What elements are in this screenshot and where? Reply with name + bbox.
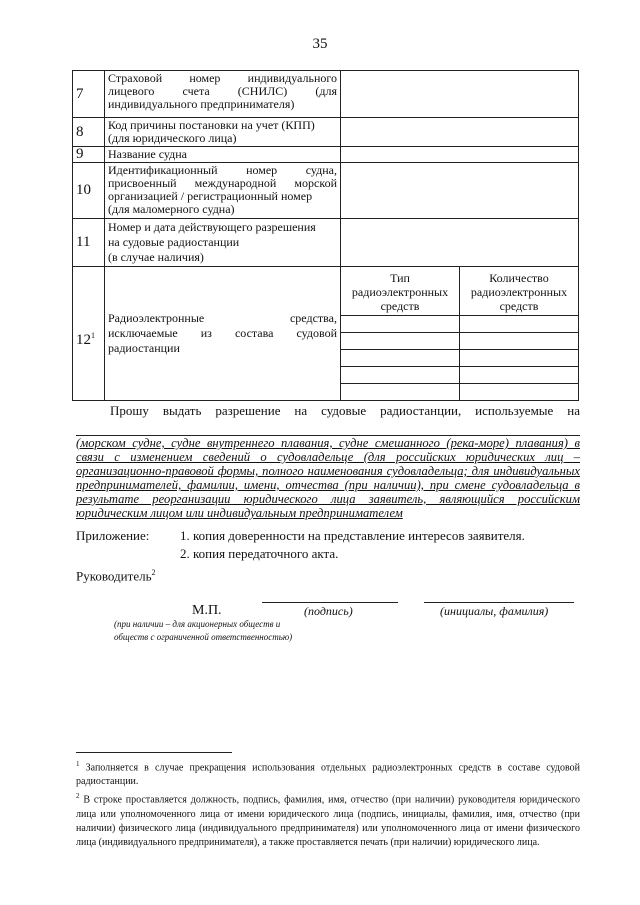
type-cell[interactable]: [341, 367, 460, 384]
seal-note: (при наличии – для акционерных обществ и обществ с ограниченной ответственностью): [114, 619, 293, 642]
attachments-list: [180, 527, 525, 563]
signature-caption: (подпись): [304, 604, 353, 618]
table-row: [341, 316, 578, 333]
row-label: Название судна: [105, 147, 341, 163]
table-row: [73, 219, 579, 267]
row-number: 7: [73, 71, 105, 118]
footnote-1: $^1$ Заполняется в случае прекращения использования отдельных радиоэлектронных средств в составе судовой радиостанции.: [76, 760, 581, 788]
page-number: 35: [312, 36, 328, 52]
signature-line[interactable]: [262, 602, 398, 603]
row-label: Радиоэлектронные средства, исключаемые из состава судовой радиостанции: [105, 267, 341, 401]
quantity-cell[interactable]: [460, 350, 579, 367]
row-value-field[interactable]: [341, 219, 579, 267]
quantity-cell[interactable]: [460, 333, 579, 350]
table-row: [73, 71, 579, 118]
initials-caption: (инициалы, фамилия): [440, 604, 549, 618]
attachments-label: Приложение:: [76, 528, 150, 543]
table-row: [341, 367, 578, 384]
head-label: Руководитель$^2$: [76, 568, 156, 584]
row-value-field[interactable]: [341, 163, 579, 219]
row-label: Номер и дата действующего разрешения на судовые радиостанции (в случае наличия): [105, 219, 341, 267]
footnote-divider: [76, 752, 232, 753]
footnotes: [76, 757, 580, 850]
row-number: 8: [73, 118, 105, 147]
vessel-type-blank-line[interactable]: [76, 421, 580, 436]
type-cell[interactable]: [341, 316, 460, 333]
table-row: [73, 163, 579, 219]
request-intro: Прошу выдать разрешение на судовые радиостанции, используемые на: [110, 403, 580, 418]
column-header-quantity: Количество радиоэлектронных средств: [460, 267, 579, 316]
request-body: (морском судне, судне внутреннего плавания, судне смешанного (река-море) плавания) в связи с изменением сведений о судовладельце (для российских юридических лиц – организационно-правовой формы, полного наименования судовладельца; для индивидуальных предпринимателей, фамилии, имени, отчества (при наличии), при смене судовладельца в результате реорганизации юридического лица заявитель, являющийся российским юридическим лицом или индивидуальным предпринимателем: [76, 436, 580, 520]
seal-placeholder: М.П.: [192, 603, 222, 618]
column-header-type: Тип радиоэлектронных средств: [341, 267, 460, 316]
type-cell[interactable]: [341, 333, 460, 350]
quantity-cell[interactable]: [460, 316, 579, 333]
table-row: [73, 118, 579, 147]
quantity-cell[interactable]: [460, 367, 579, 384]
request-section: [76, 403, 580, 520]
table-row: [73, 267, 579, 401]
type-cell[interactable]: [341, 350, 460, 367]
radio-equipment-subtable-cell: [341, 267, 579, 401]
row-number: 9: [73, 147, 105, 163]
subtable-header: [341, 267, 578, 316]
application-form-table: [72, 70, 579, 401]
row-value-field[interactable]: [341, 71, 579, 118]
row-number: 10: [73, 163, 105, 219]
footnote-2: $^2$ В строке проставляется должность, подпись, фамилия, имя, отчество (при наличии) руководителя юридического лица или уполномоченного лица от имени юридического лица (подпись, инициалы, фамилия, имя, отчество (при наличии) физического лица (индивидуального предпринимателя) или уполномоченного лица от имени физического лица (индивидуального предпринимателя), а также проставляется печать (при наличии) юридического лица.: [76, 792, 580, 848]
quantity-cell[interactable]: [460, 384, 579, 401]
row-number: $12^1$: [73, 267, 105, 401]
table-row: [73, 147, 579, 163]
list-item: 2. копия передаточного акта.: [180, 546, 339, 561]
type-cell[interactable]: [341, 384, 460, 401]
row-number: 11: [73, 219, 105, 267]
list-item: 1. копия доверенности на представление интересов заявителя.: [180, 528, 525, 543]
table-row: [341, 333, 578, 350]
row-label: Код причины постановки на учет (КПП) (для юридического лица): [105, 118, 341, 147]
row-value-field[interactable]: [341, 147, 579, 163]
radio-equipment-subtable: [341, 267, 578, 400]
table-row: [341, 350, 578, 367]
row-value-field[interactable]: [341, 118, 579, 147]
initials-line[interactable]: [424, 602, 574, 603]
table-row: [341, 384, 578, 401]
row-label: Идентификационный номер судна, присвоенный международной морской организацией / регистрационный номер (для маломерного судна): [105, 163, 341, 219]
row-label: Страховой номер индивидуального лицевого счета (СНИЛС) (для индивидуального предпринимателя): [105, 71, 341, 118]
